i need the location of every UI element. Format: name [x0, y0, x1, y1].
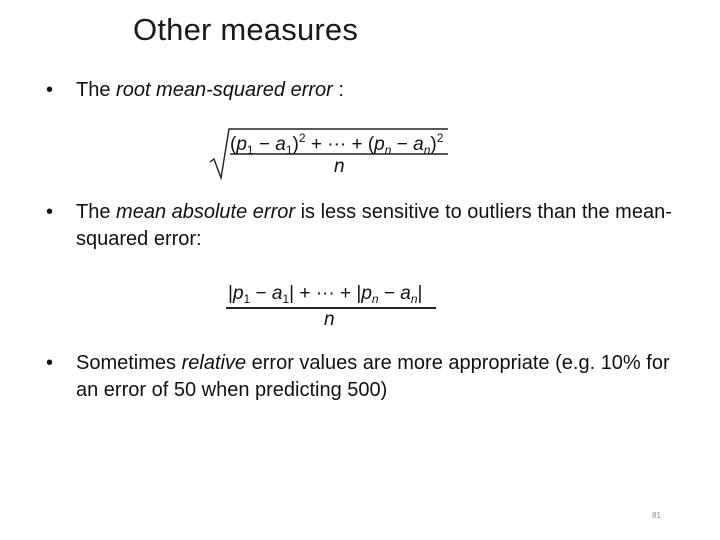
var-an: a — [400, 283, 411, 304]
bullet-suffix: is less sensitive to outliers than the mean-squared error: — [76, 201, 672, 250]
bullet-suffix: error values are more appropriate (e.g. 10% for an error of 50 when predicting 500) — [76, 352, 670, 401]
bullet-prefix: Sometimes — [76, 352, 182, 374]
sub-1: 1 — [243, 292, 251, 306]
mae-numerator: $|p_1 - a_1|$ + ··· + $|p_n - a_n|$ — [228, 283, 423, 306]
bullet-text — [76, 350, 686, 404]
var-an: a — [413, 134, 424, 155]
minus-sign: − — [255, 283, 267, 304]
minus-sign: − — [383, 283, 395, 304]
ellipsis-ops: + ··· + — [299, 283, 352, 304]
exponent-2: 2 — [298, 131, 306, 145]
bullet-prefix: The — [76, 201, 117, 223]
bullet-dot: • — [46, 79, 54, 101]
minus-sign: − — [396, 134, 408, 155]
var-p1: p — [236, 134, 247, 155]
mae-denominator: n — [324, 309, 335, 330]
var-p1: p — [232, 283, 244, 304]
bullet-text — [76, 77, 646, 104]
sub-n: n — [371, 292, 379, 306]
var-a1: a — [271, 283, 283, 304]
sub-n: n — [410, 292, 418, 306]
bullet-mae — [46, 199, 686, 253]
bullet-dot: • — [46, 201, 54, 223]
rmse-denominator: n — [334, 156, 345, 177]
bullet-emphasis: mean absolute error — [116, 201, 296, 223]
exponent-2: 2 — [436, 131, 444, 145]
bullet-text — [76, 199, 686, 253]
minus-sign: − — [258, 134, 270, 155]
rmse-numerator: $(p_1 - a_1)^2$ + ··· + $(p_n - a_n)^2$ — [230, 131, 444, 157]
ellipsis-ops: + ··· + — [310, 134, 363, 155]
sub-n: n — [423, 143, 431, 157]
sub-1: 1 — [282, 292, 290, 306]
bullet-dot: • — [46, 352, 54, 374]
bullet-rmse — [46, 77, 646, 104]
var-pn: p — [374, 134, 385, 155]
var-a1: a — [275, 134, 286, 155]
mae-formula — [226, 283, 438, 335]
bullet-emphasis: relative — [181, 352, 247, 374]
sub-n: n — [384, 143, 392, 157]
rmse-formula — [208, 126, 450, 180]
sub-1: 1 — [285, 143, 293, 157]
bullet-emphasis: root mean-squared error — [116, 79, 333, 101]
bullet-prefix: The — [76, 79, 117, 101]
slide-title: Other measures — [133, 12, 359, 47]
bullet-suffix: : — [332, 79, 344, 101]
page-number: 81 — [652, 511, 661, 520]
var-pn: p — [361, 283, 372, 304]
sub-1: 1 — [246, 143, 254, 157]
bullet-relative-error — [46, 350, 686, 404]
